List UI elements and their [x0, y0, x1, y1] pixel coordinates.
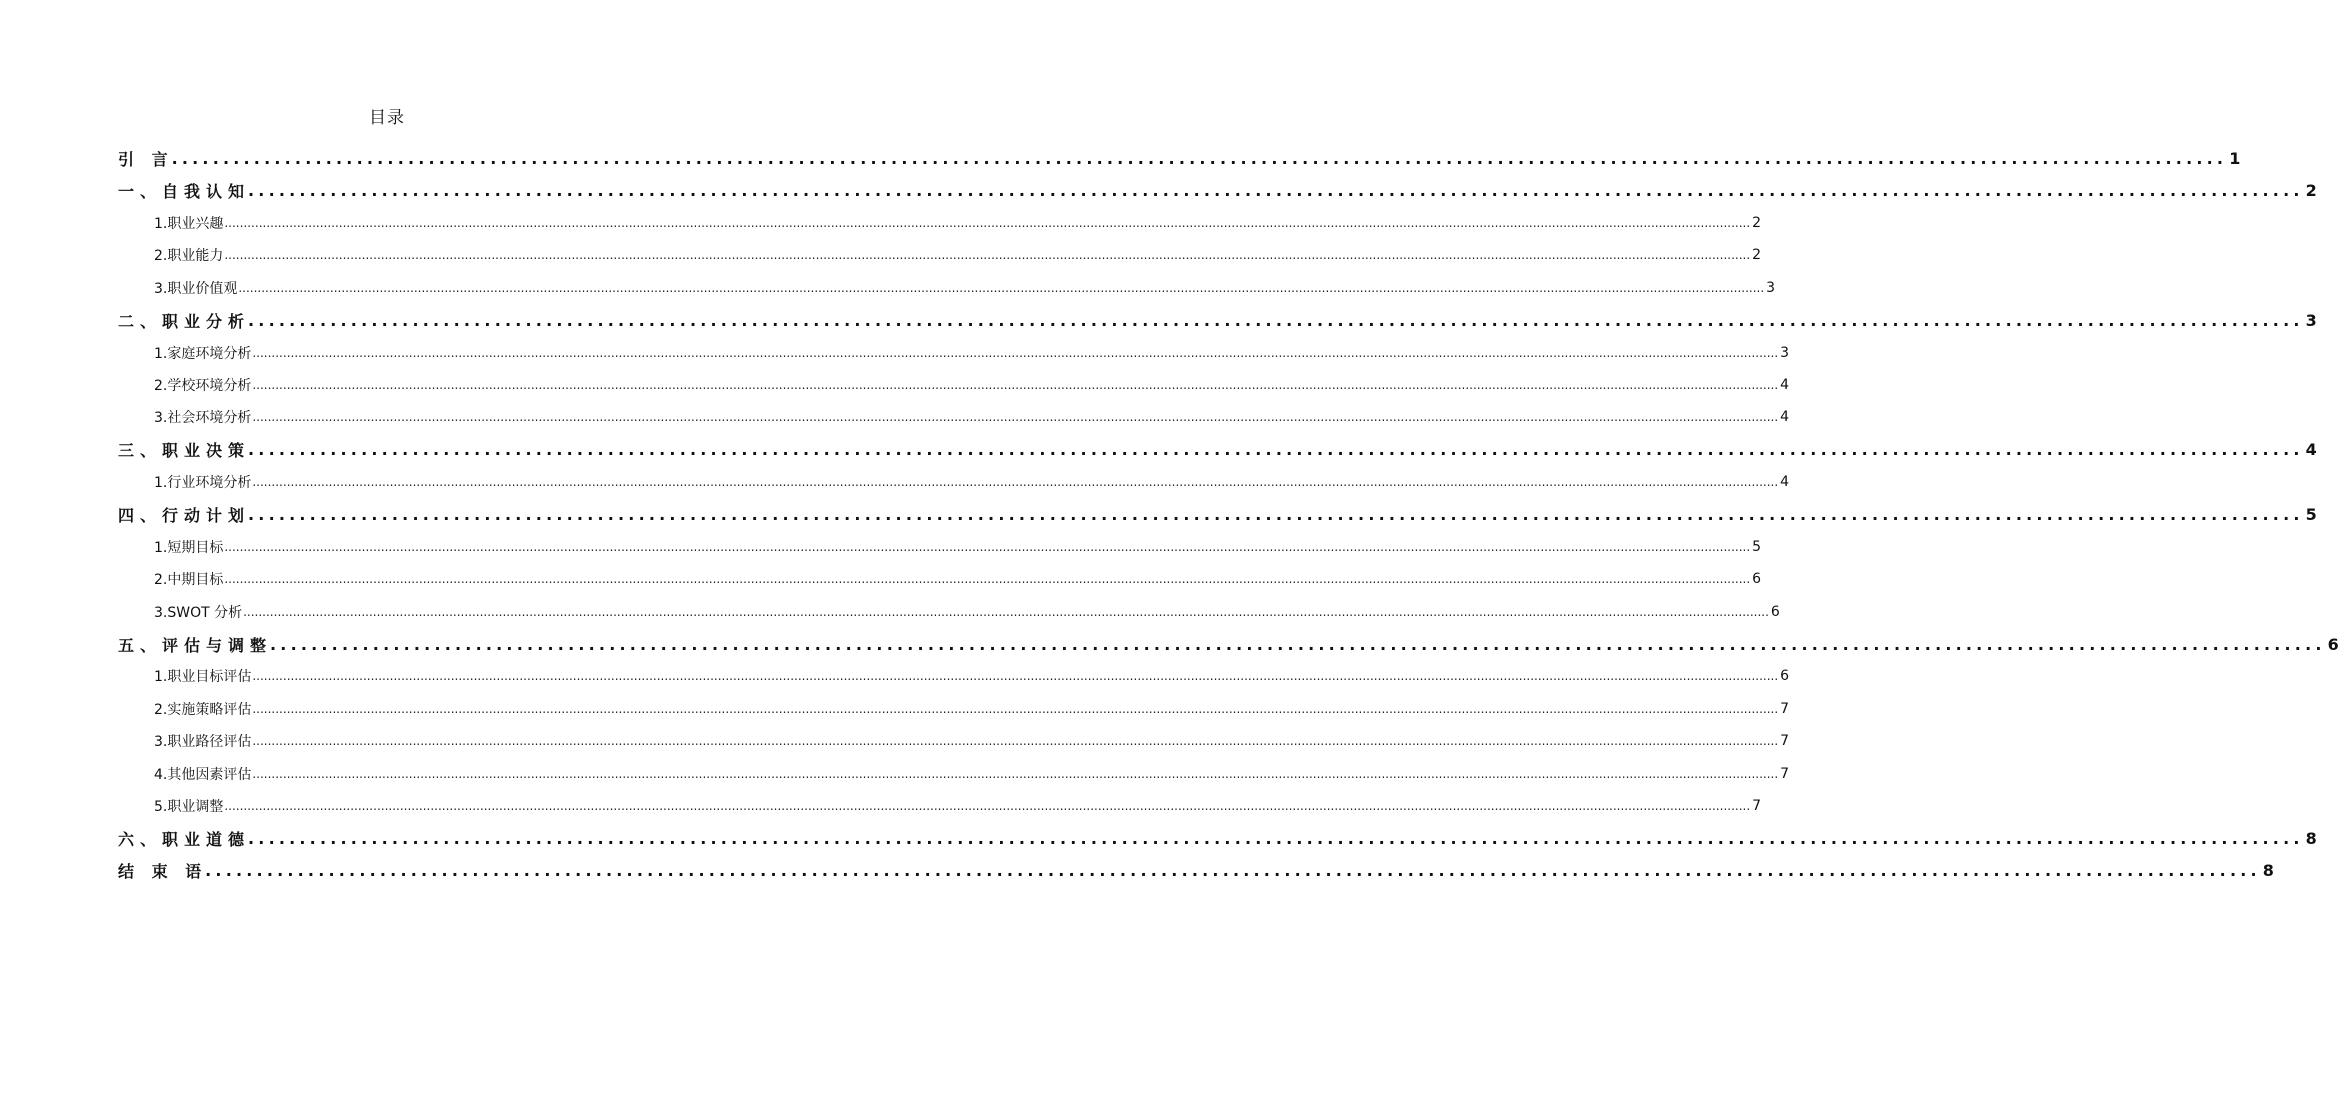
toc-section-entry[interactable]	[118, 790, 1762, 822]
dot-leader: ................................................................................................................................................................................................................................................................................................................................................................................................................	[252, 377, 1779, 392]
dot-leader: ........................................................................................................................................................................................................	[205, 861, 2261, 881]
toc-page-number: 6	[1780, 668, 1790, 685]
dot-leader: ........................................................................................................................................................................................................	[248, 310, 2304, 330]
toc-chapter-entry[interactable]	[118, 628, 2339, 660]
toc-page-number: 3	[1766, 279, 1776, 296]
toc-entry-label: 1.行业环境分析	[154, 475, 252, 492]
toc-entry-label: 3.职业价值观	[154, 280, 238, 297]
toc-entry-label: 4.其他因素评估	[154, 766, 252, 783]
dot-leader: ................................................................................................................................................................................................................................................................................................................................................................................................................	[252, 410, 1779, 425]
toc-entry-label: 2.职业能力	[154, 248, 224, 265]
table-of-contents	[118, 142, 2339, 887]
dot-leader: ........................................................................................................................................................................................................	[171, 148, 2228, 168]
toc-section-entry[interactable]	[118, 595, 1780, 627]
toc-section-entry[interactable]	[118, 207, 1762, 239]
toc-chapter-entry[interactable]	[118, 855, 2274, 887]
toc-section-entry[interactable]	[118, 239, 1762, 271]
dot-leader: ................................................................................................................................................................................................................................................................................................................................................................................................................	[224, 539, 1751, 554]
toc-chapter-entry[interactable]	[118, 434, 2317, 466]
toc-section-entry[interactable]	[118, 660, 1790, 692]
toc-section-entry[interactable]	[118, 563, 1762, 595]
toc-entry-label: 2.实施策略评估	[154, 701, 252, 718]
toc-section-entry[interactable]	[118, 272, 1776, 304]
toc-page-number: 4	[2305, 440, 2317, 460]
toc-section-entry[interactable]	[118, 336, 1790, 368]
dot-leader: ................................................................................................................................................................................................................................................................................................................................................................................................................	[252, 345, 1779, 360]
toc-entry-label: 5.职业调整	[154, 799, 224, 815]
dot-leader: ................................................................................................................................................................................................................................................................................................................................................................................................................	[252, 475, 1779, 490]
toc-entry-label: 3.社会环境分析	[154, 410, 252, 427]
dot-leader: ................................................................................................................................................................................................................................................................................................................................................................................................................	[243, 604, 1769, 619]
toc-entry-label: 1.家庭环境分析	[154, 345, 252, 362]
toc-section-entry[interactable]	[118, 531, 1762, 563]
dot-leader: ................................................................................................................................................................................................................................................................................................................................................................................................................	[224, 215, 1751, 230]
toc-section-entry[interactable]	[118, 401, 1790, 433]
toc-entry-label: 2.中期目标	[154, 572, 224, 589]
toc-page-number: 5	[2305, 504, 2317, 524]
toc-entry-label: 3.职业路径评估	[154, 734, 252, 751]
toc-entry-label: 六、职业道德	[118, 829, 251, 849]
toc-chapter-entry[interactable]	[118, 174, 2317, 206]
toc-page-number: 3	[1780, 344, 1790, 361]
toc-entry-label: 3.SWOT 分析	[154, 604, 243, 621]
toc-chapter-entry[interactable]	[118, 498, 2317, 530]
toc-page-number: 7	[1752, 798, 1762, 814]
toc-entry-label: 二、职业分析	[118, 311, 251, 331]
toc-entry-label: 结 束 语	[118, 862, 208, 882]
toc-page-number: 1	[2229, 148, 2241, 168]
dot-leader: ................................................................................................................................................................................................................................................................................................................................................................................................................	[252, 701, 1779, 716]
toc-entry-label: 2.学校环境分析	[154, 377, 252, 394]
toc-entry-label: 五、评估与调整	[118, 635, 273, 655]
toc-entry-label: 四、行动计划	[118, 505, 251, 525]
toc-page-number: 7	[1780, 733, 1790, 750]
page-title: 目录	[369, 108, 405, 128]
toc-entry-label: 引 言	[118, 149, 174, 169]
toc-page-number: 8	[2305, 828, 2317, 848]
toc-entry-label: 1.职业目标评估	[154, 669, 252, 686]
dot-leader: ................................................................................................................................................................................................................................................................................................................................................................................................................	[224, 248, 1751, 263]
toc-page-number: 3	[2305, 310, 2317, 330]
toc-page-number: 7	[1780, 700, 1790, 717]
toc-page-number: 2	[2305, 181, 2317, 201]
toc-page-number: 2	[1752, 214, 1762, 231]
dot-leader: ................................................................................................................................................................................................................................................................................................................................................................................................................	[238, 280, 1765, 295]
dot-leader: ................................................................................................................................................................................................................................................................................................................................................................................................................	[252, 669, 1779, 684]
dot-leader: ........................................................................................................................................................................................................	[270, 634, 2326, 654]
toc-section-entry[interactable]	[118, 369, 1790, 401]
dot-leader: ................................................................................................................................................................................................................................................................................................................................................................................................................	[224, 799, 1751, 813]
toc-page-number: 4	[1780, 474, 1790, 491]
toc-page-number: 4	[1780, 376, 1790, 393]
toc-page-number: 6	[1752, 571, 1762, 588]
toc-entry-label: 一、自我认知	[118, 182, 251, 202]
toc-section-entry[interactable]	[118, 693, 1790, 725]
toc-page-number: 7	[1780, 765, 1790, 782]
toc-entry-label: 三、职业决策	[118, 441, 251, 461]
toc-entry-label: 1.短期目标	[154, 539, 224, 556]
dot-leader: ................................................................................................................................................................................................................................................................................................................................................................................................................	[252, 766, 1779, 781]
toc-page-number: 5	[1752, 538, 1762, 555]
toc-page-number: 6	[1770, 603, 1780, 620]
dot-leader: ........................................................................................................................................................................................................	[248, 504, 2304, 524]
toc-chapter-entry[interactable]	[118, 142, 2241, 174]
dot-leader: ........................................................................................................................................................................................................	[248, 440, 2304, 460]
toc-page-number: 2	[1752, 247, 1762, 264]
dot-leader: ................................................................................................................................................................................................................................................................................................................................................................................................................	[224, 572, 1751, 587]
dot-leader: ................................................................................................................................................................................................................................................................................................................................................................................................................	[252, 734, 1779, 749]
toc-page-number: 4	[1780, 409, 1790, 426]
toc-page-number: 6	[2327, 634, 2339, 654]
toc-section-entry[interactable]	[118, 725, 1790, 757]
toc-entry-label: 1.职业兴趣	[154, 215, 224, 232]
toc-section-entry[interactable]	[118, 757, 1790, 789]
dot-leader: ........................................................................................................................................................................................................	[248, 181, 2304, 201]
toc-section-entry[interactable]	[118, 466, 1790, 498]
toc-page-number: 8	[2262, 861, 2274, 881]
dot-leader: ........................................................................................................................................................................................................	[248, 828, 2304, 848]
toc-chapter-entry[interactable]	[118, 822, 2317, 854]
toc-chapter-entry[interactable]	[118, 304, 2317, 336]
